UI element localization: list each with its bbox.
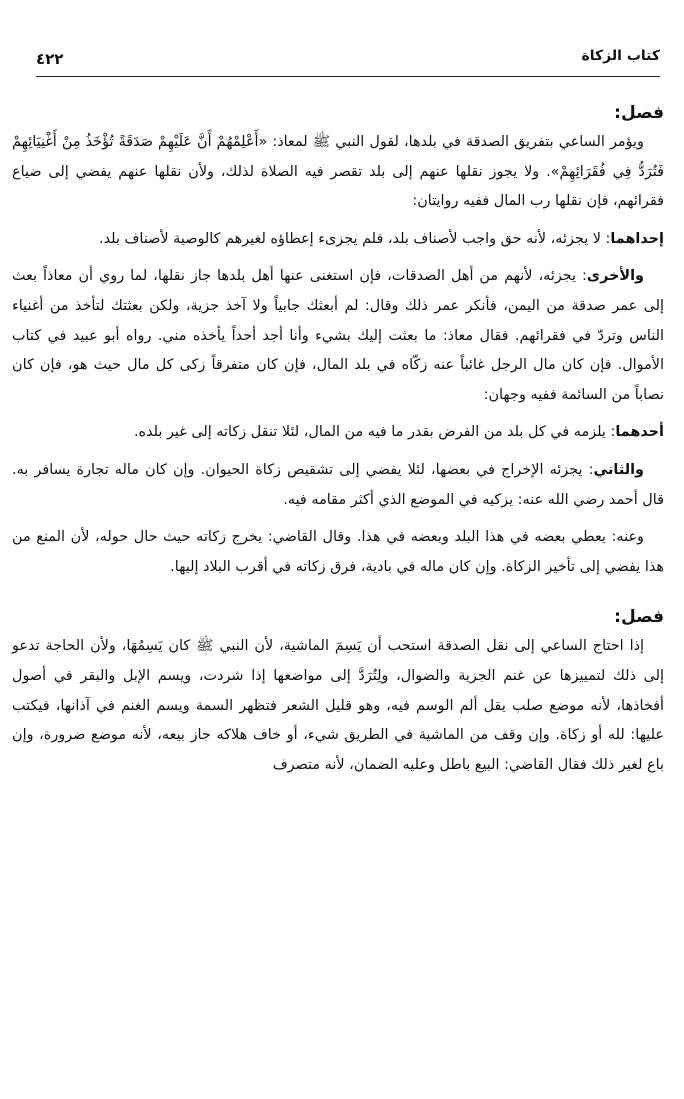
paragraph-lead: والثاني	[593, 461, 644, 478]
paragraph-lead: إحداهما	[610, 230, 664, 247]
paragraph	[12, 632, 664, 780]
paragraph-lead: والأخرى	[586, 268, 644, 285]
page-number: ٤٢٢	[36, 50, 64, 68]
paragraph-text: : لا يجزئه، لأنه حق واجب لأصناف بلد، فلم يجزىء إعطاؤه لغيرهم كالوصية لأصناف بلد.	[99, 230, 611, 247]
section-heading: فصل:	[614, 103, 664, 123]
paragraph-text: ويؤمر الساعي بتفريق الصدقة في بلدها، لقول النبي ﷺ لمعاذ: «أَعْلِمْهُمْ أَنَّ عَلَيْهِمْ صَدَقَةً تُؤْخَذُ مِنْ أَغْنِيَائِهِمْ فَتُرَدُّ فِي فُقَرَائِهِمْ». ولا يجوز نقلها عنهم إلى بلد تقصر فيه الصلاة لذلك، ولأن نقلها عنهم يفضي إلى ضياع فقرائهم، فإن نقلها رب المال ففيه روايتان:	[12, 134, 664, 210]
page-body	[12, 94, 664, 788]
running-title: كتاب الزكاة	[581, 48, 660, 64]
page-header	[36, 38, 660, 78]
paragraph-text: إذا احتاج الساعي إلى نقل الصدقة استحب أن يَسِمَ الماشية، لأن النبي ﷺ كان يَسِمُهَا، ولأن الحاجة تدعو إلى ذلك لتمييزها عن غنم الجزية والضوال، ولِتُرَدَّ إلى مواضعها إذا شردت، ويسم الإبل والبقر في أصول أفخاذها، لأنه موضع صلب يقل ألم الوسم فيه، وهو قليل الشعر فتظهر السمة ويسم الغنم في آذانها، فيكتب عليها: لله أو زكاة. وإن وقف من الماشية في الطريق شيء، أو خاف هلاكه جاز بيعه، لأنه موضع ضرورة، وإن باع لغير ذلك فقال القاضي: البيع باطل وعليه الضمان، لأنه متصرف	[12, 638, 664, 773]
paragraph	[12, 128, 664, 217]
paragraph	[12, 523, 664, 582]
paragraph-text: : يلزمه في كل بلد من الفرض بقدر ما فيه من المال، لئلا تنقل زكاته إلى غير بلده.	[133, 424, 616, 441]
paragraph	[12, 418, 664, 448]
paragraph-text: : يجزئه الإخراج في بعضها، لئلا يفضي إلى تشقيص زكاة الحيوان. وإن كان ماله تجارة يسافر به. قال أحمد رضي الله عنه: يزكيه في الموضع الذي أكثر مقامه فيه.	[12, 461, 664, 508]
paragraph	[12, 225, 664, 255]
paragraph-text: : يجزئه، لأنهم من أهل الصدقات، فإن استغنى عنها أهل بلدها جاز نقلها، لما روي أن معاذاً بعث إلى عمر صدقة من اليمن، فأنكر عمر ذلك وقال: لم أبعثك جابياً ولا آخذ جزية، ولكن بعثتك لتأخذ من أغنياء الناس وتردّ في فقرائهم. فقال معاذ: ما بعثت إليك بشيء وأنا أجد أحداً يأخذه مني. رواه أبو عبيد في كتاب الأموال. فإن كان مال الرجل غائباً عنه زكّاه في بلد المال، فإن كان متفرقاً زكى كل مال حيث هو، فإن كان نصاباً من السائمة ففيه وجهان:	[12, 268, 664, 403]
section-heading: فصل:	[614, 607, 664, 628]
header-rule	[36, 76, 660, 77]
paragraph-text: وعنه: يعطي بعضه في هذا البلد وبعضه في هذا. وقال القاضي: يخرج زكاته حيث حال حوله، لأن المنع من هذا يفضي إلى تأخير الزكاة. وإن كان ماله في بادية، فرق زكاته في أقرب البلاد إليها.	[12, 529, 664, 575]
paragraph	[12, 262, 664, 410]
paragraph	[12, 456, 664, 515]
section-gap	[12, 590, 664, 598]
paragraph-lead: أحدهما	[615, 424, 664, 441]
